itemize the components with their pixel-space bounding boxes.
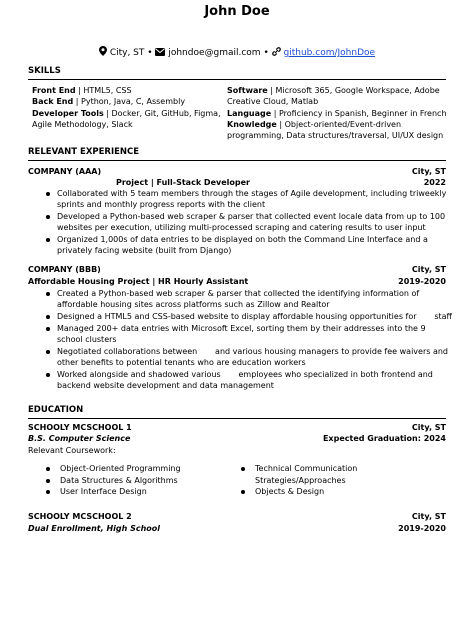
skills-line: Agile Methodology, Slack <box>32 120 133 129</box>
school-name: SCHOOLY MCSCHOOL 2 <box>28 512 132 521</box>
bullet-text: Designed a HTML5 and CSS-based website to display affordable housing opportunities for staff <box>57 312 453 321</box>
skills-line: Language | Proficiency in Spanish, Beginner in French <box>227 109 447 118</box>
graduation-date: Expected Graduation: 2024 <box>322 434 446 443</box>
bullet-dot <box>46 215 50 219</box>
section-divider <box>28 160 446 161</box>
bullet-dot <box>46 238 50 242</box>
skills-line: Front End | HTML5, CSS <box>32 86 132 95</box>
job-location: City, ST <box>411 265 446 274</box>
course-item: Data Structures & Algorithms <box>60 476 178 485</box>
bullet-dot <box>46 192 50 196</box>
bullet-dot <box>241 490 245 494</box>
job-location: City, ST <box>411 167 446 176</box>
bullet-text: affordable housing sites across platforms such as Zillow and Realtor <box>57 300 330 309</box>
website-link[interactable]: github.com/JohnDoe <box>283 48 376 58</box>
bullet-dot <box>46 467 50 471</box>
bullet-dot <box>46 292 50 296</box>
experience-heading: RELEVANT EXPERIENCE <box>28 147 140 157</box>
job-role: Project | Full-Stack Developer <box>116 178 250 187</box>
skills-line: Developer Tools | Docker, Git, GitHub, Figma, <box>32 109 221 118</box>
bullet-text: Managed 200+ data entries with Microsoft Excel, sorting them by their addresses into the 9 <box>57 324 426 333</box>
job-dates: 2019-2020 <box>398 277 446 286</box>
bullet-text: Organized 1,000s of data entries to be displayed on both the Command Line Interface and a <box>57 235 428 244</box>
bullet-dot <box>46 479 50 483</box>
bullet-text: school clusters <box>57 335 117 344</box>
skills-line: Software | Microsoft 365, Google Workspace, Adobe <box>227 86 440 95</box>
bullet-text: Collaborated with 5 team members through the stages of Agile development, including triweekly <box>57 189 447 198</box>
skills-line: Knowledge | Object-oriented/Event-driven <box>227 120 402 129</box>
course-item: Objects & Design <box>255 487 325 496</box>
bullet-dot <box>46 373 50 377</box>
course-item: Object-Oriented Programming <box>60 464 181 473</box>
job-dates: 2022 <box>423 178 446 187</box>
course-item: User Interface Design <box>60 487 147 496</box>
school-location: City, ST <box>411 423 446 432</box>
skills-heading: SKILLS <box>28 66 61 76</box>
company-name: COMPANY (AAA) <box>28 167 102 176</box>
bullet-text: Developed a Python-based web scraper & parser that collected event locale data from up to 100 <box>57 212 446 221</box>
school-name: SCHOOLY MCSCHOOL 1 <box>28 423 132 432</box>
bullet-dot <box>46 315 50 319</box>
degree: Dual Enrollment, High School <box>28 524 161 533</box>
bullet-text: other benefits to potential tenants who are education workers <box>57 358 306 367</box>
email-text: johndoe@gmail.com <box>168 48 261 58</box>
skills-line: programming, Data structures/traversal, UI/UX design <box>227 131 444 140</box>
section-divider <box>28 418 446 419</box>
course-item: Technical Communication <box>255 464 358 473</box>
bullet-text: sprints and monthly progress reports with the client <box>57 200 266 209</box>
bullet-text: websites per execution, utilizing multi-processed scraping and catering results to user input <box>57 223 426 232</box>
school-location: City, ST <box>411 512 446 521</box>
coursework-label: Relevant Coursework: <box>28 446 116 455</box>
bullet-dot <box>241 467 245 471</box>
bullet-text: Negotiated collaborations between and various housing managers to provide fee waivers and <box>57 347 448 356</box>
company-name: COMPANY (BBB) <box>28 265 101 274</box>
section-divider <box>28 79 446 80</box>
separator: • <box>263 48 269 58</box>
location-text: City, ST <box>109 48 145 58</box>
separator: • <box>147 48 153 58</box>
bullet-dot <box>46 350 50 354</box>
school-dates: 2019-2020 <box>398 524 446 533</box>
skills-line: Creative Cloud, Matlab <box>227 97 319 106</box>
job-role: Affordable Housing Project | HR Hourly Assistant <box>28 277 249 286</box>
skills-line: Back End | Python, Java, C, Assembly <box>32 97 186 106</box>
candidate-name: John Doe <box>204 4 270 19</box>
link-icon <box>272 48 281 58</box>
contact-line <box>0 46 474 59</box>
bullet-text: backend website development and data management <box>57 381 274 390</box>
bullet-text: privately facing website (built from Django) <box>57 246 232 255</box>
bullet-text: Created a Python-based web scraper & parser that collected the identifying information of <box>57 289 420 298</box>
course-item: Strategies/Approaches <box>255 476 346 485</box>
degree: B.S. Computer Science <box>28 434 131 443</box>
bullet-text: Worked alongside and shadowed various employees who specialized in both frontend and <box>57 370 433 379</box>
envelope-icon <box>155 48 165 58</box>
education-heading: EDUCATION <box>28 405 84 415</box>
bullet-dot <box>46 490 50 494</box>
bullet-dot <box>46 327 50 331</box>
map-pin-icon <box>99 48 107 58</box>
